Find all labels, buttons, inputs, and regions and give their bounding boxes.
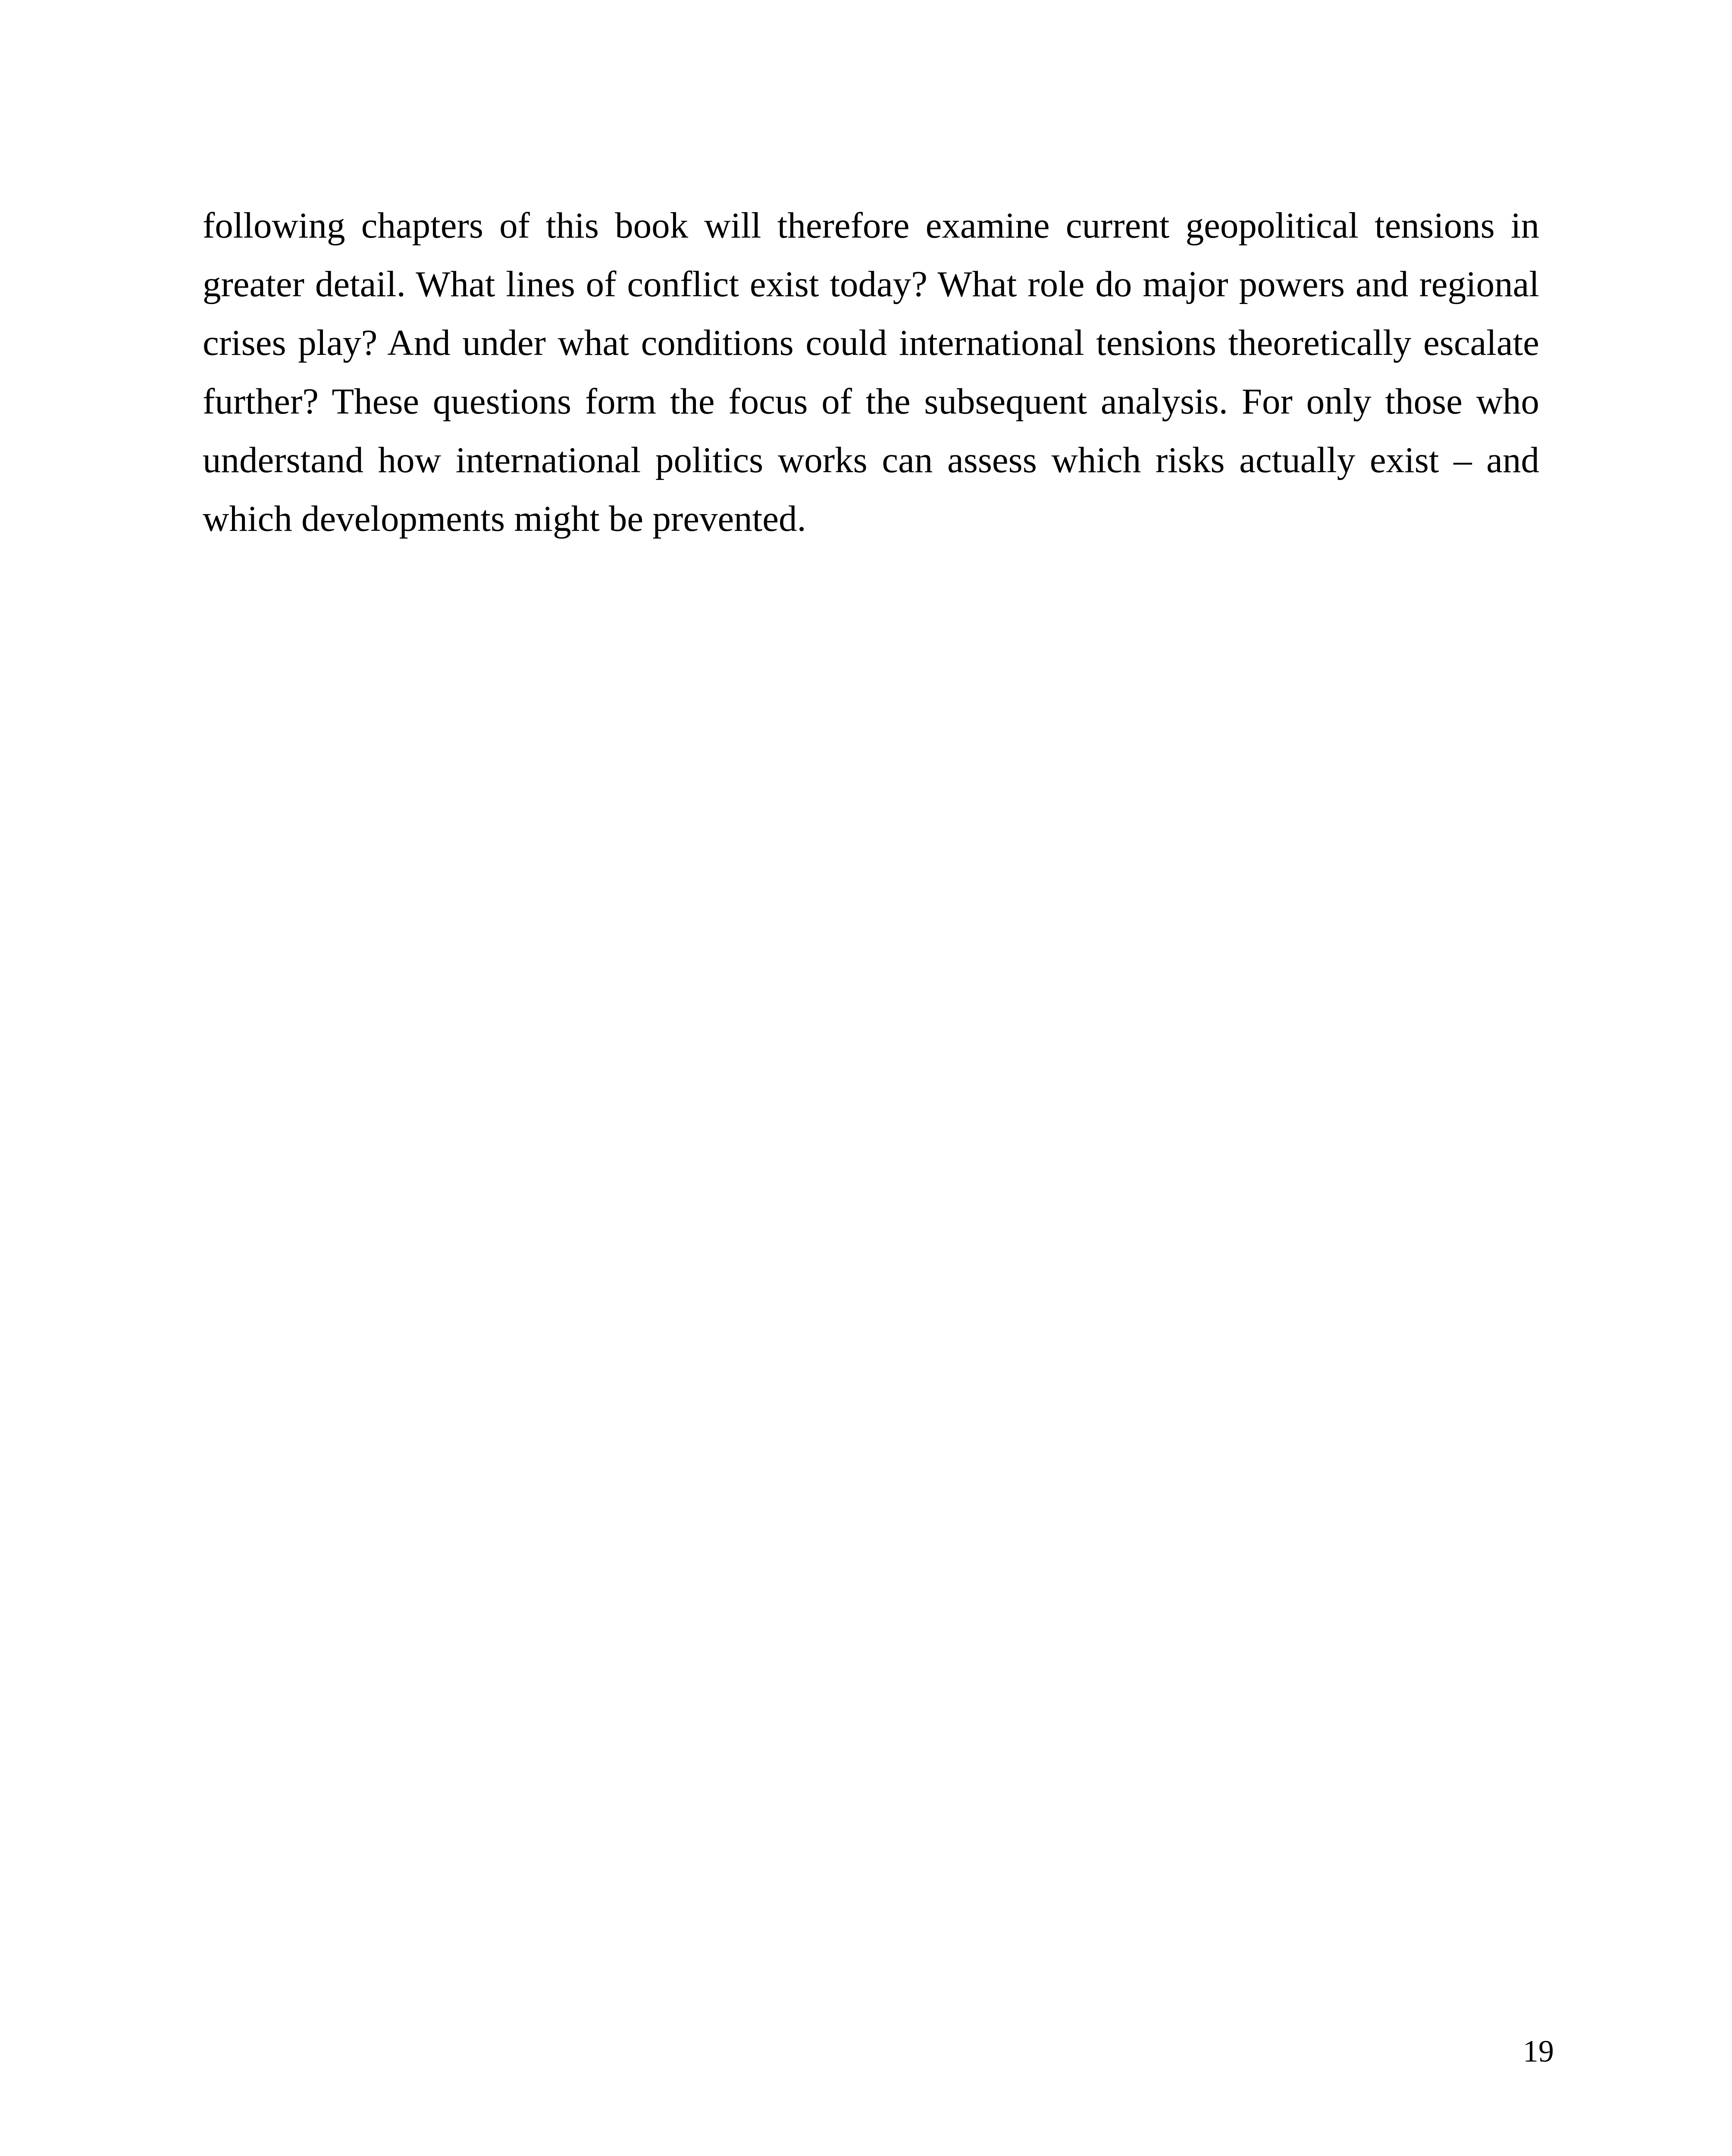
body-paragraph: following chapters of this book will therefore examine current geopolitical tensions in greater detail. What lines of conflict exist today? What role do major powers and regional crises play? And under what conditions could international tensions theoretically escalate further? These questions form the focus of the subsequent analysis. For only those who understand how international politics works can assess which risks actually exist – and which developments might be prevented. — [203, 205, 1539, 539]
page-number: 19 — [1523, 2034, 1554, 2068]
